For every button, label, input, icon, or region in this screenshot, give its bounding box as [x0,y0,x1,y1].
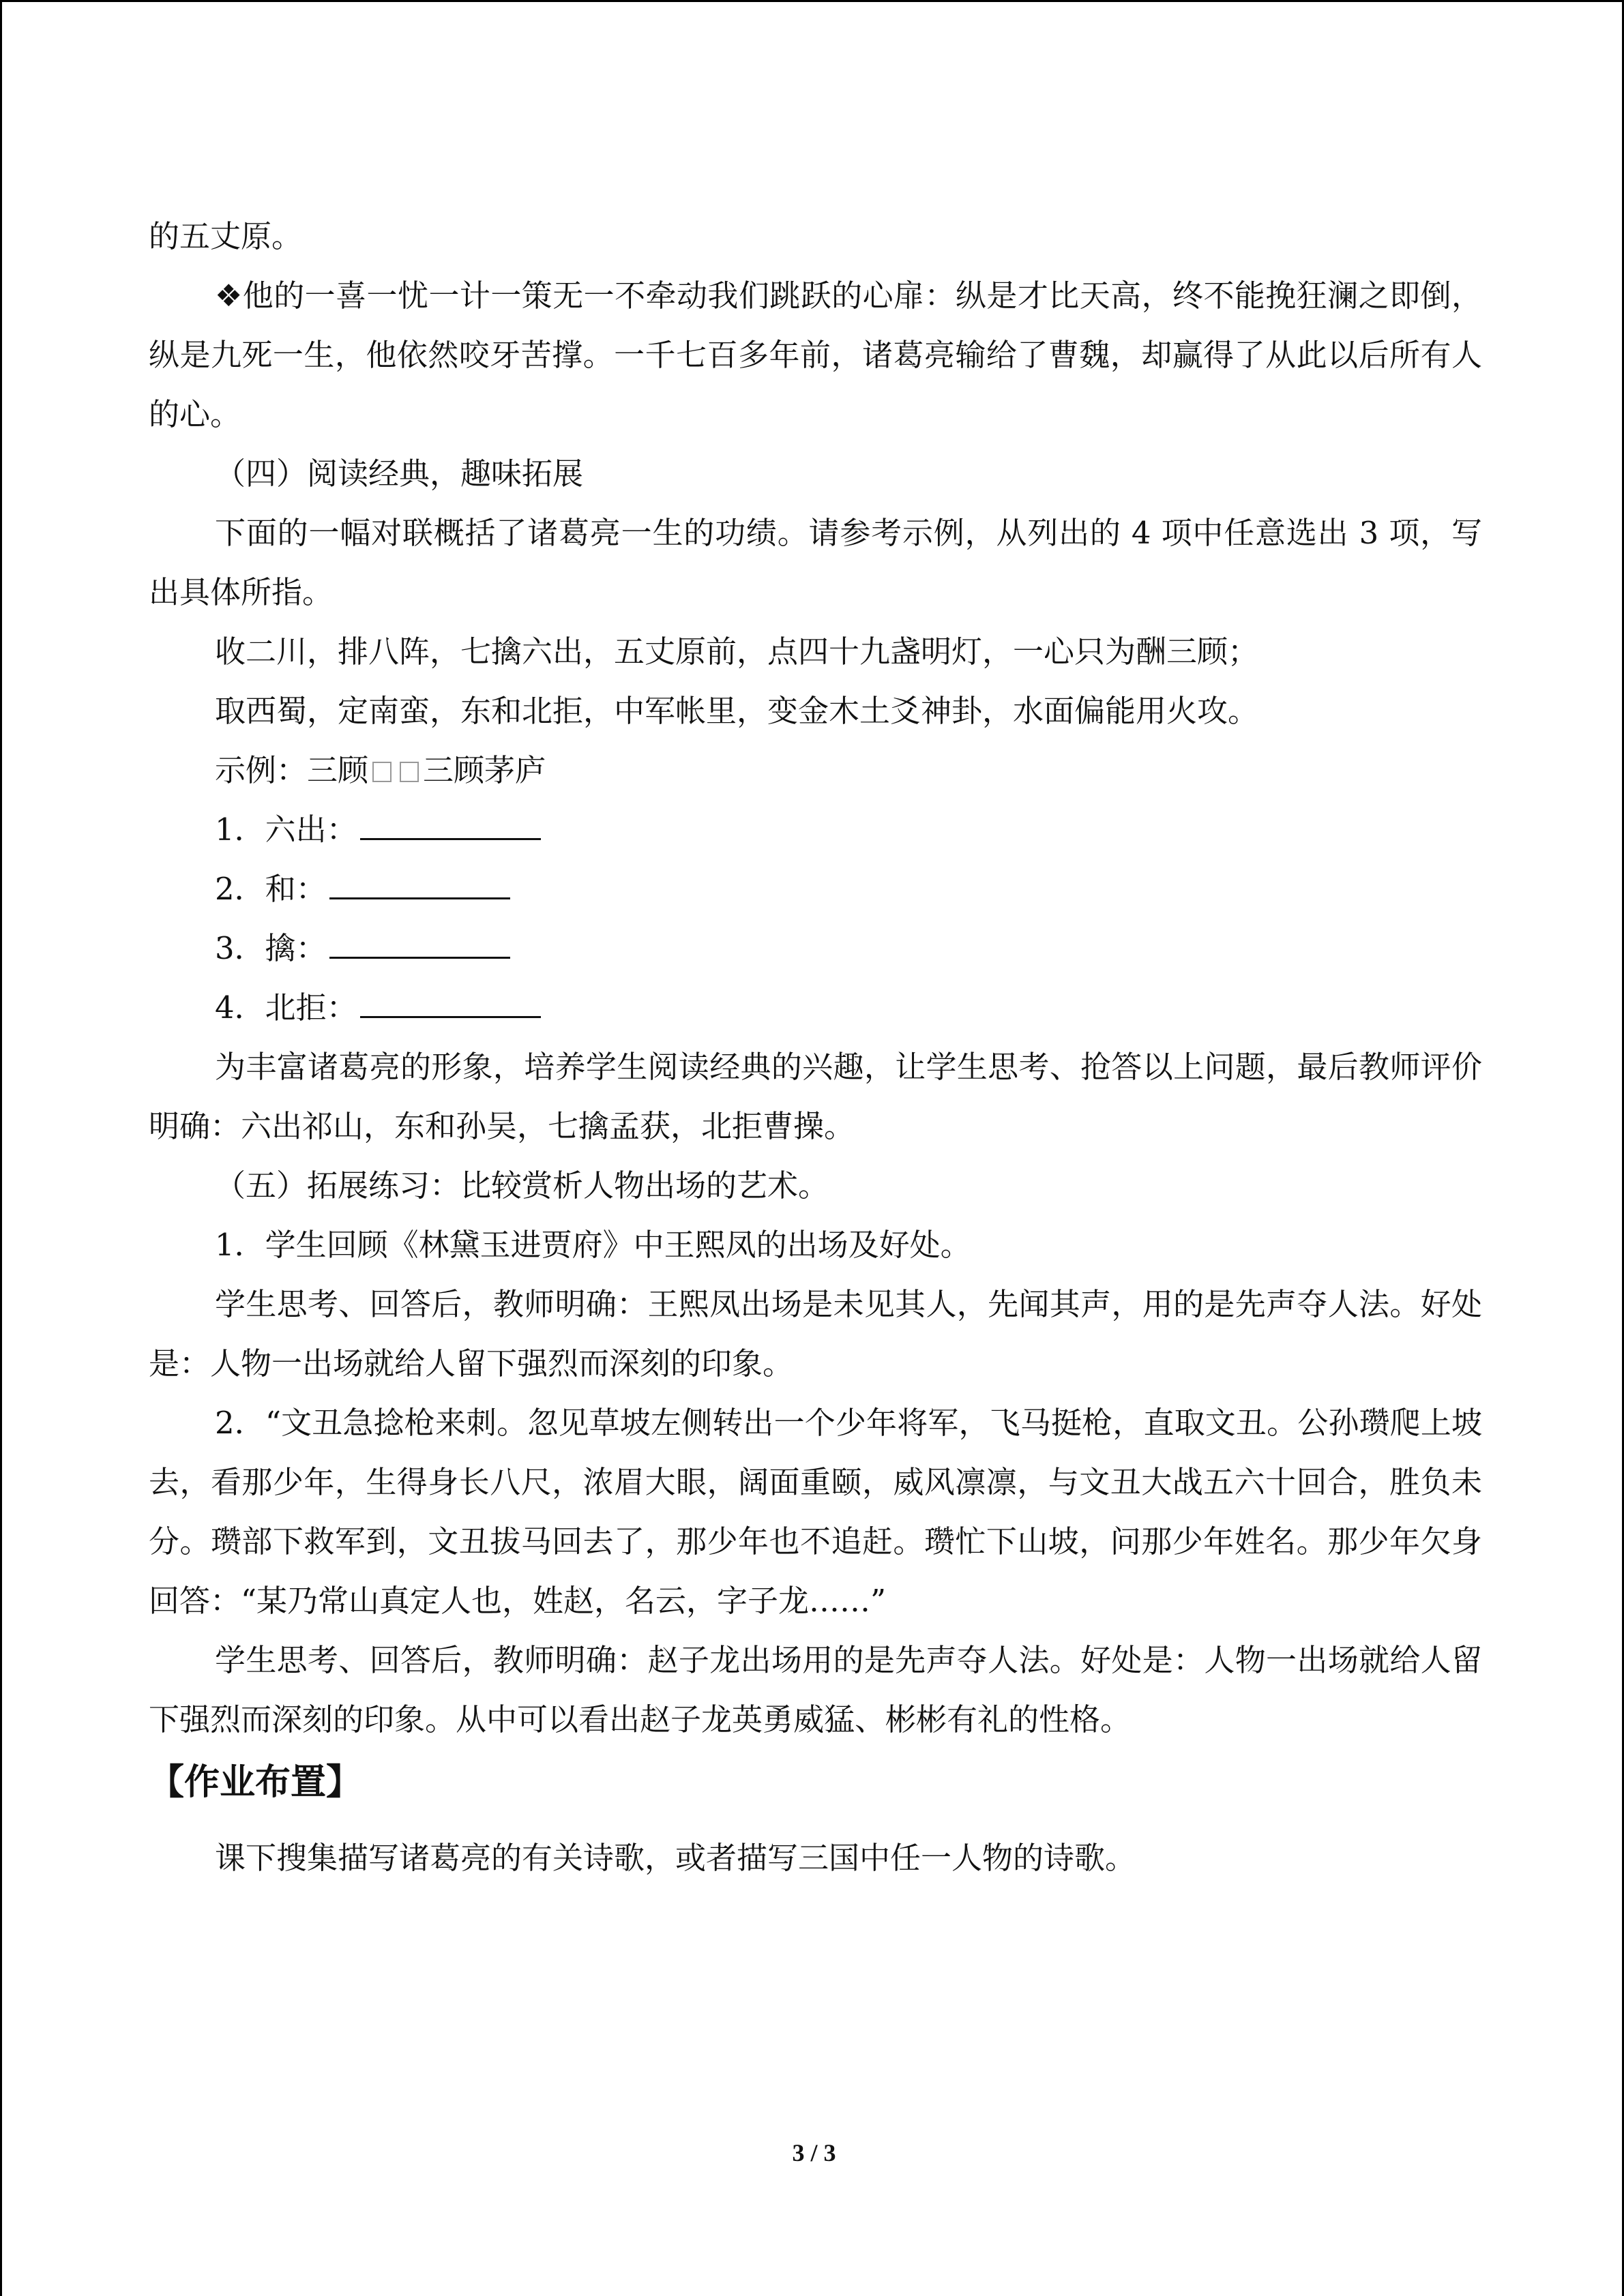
answer-blank[interactable] [360,811,541,840]
paragraph: 1．学生回顾《林黛玉进贾府》中王熙凤的出场及好处。 [215,1227,971,1263]
placeholder-box [372,762,392,782]
answer-blank[interactable] [360,989,541,1018]
question-item [149,800,1482,859]
paragraph-text: 他的一喜一忧一计一策无一不牵动我们跳跃的心扉：纵是才比天高，终不能挽狂澜之即倒，纵是九死一生，他依然咬牙苦撑。一千七百多年前，诸葛亮输给了曹魏，却赢得了从此以后所有人的心。 [149,278,1482,432]
example-prefix: 示例：三顾 [215,752,369,788]
couplet-line-2: 取西蜀，定南蛮，东和北拒，中军帐里，变金木土爻神卦，水面偏能用火攻。 [215,693,1259,729]
paragraph: 为丰富诸葛亮的形象，培养学生阅读经典的兴趣，让学生思考、抢答以上问题，最后教师评价明确：六出祁山，东和孙吴，七擒孟获，北拒曹操。 [149,1049,1482,1144]
document-body [149,207,1482,1888]
question-label: 3．擒： [215,930,327,966]
quote-paragraph: 2．“文丑急捻枪来刺。忽见草坡左侧转出一个少年将军，飞马挺枪，直取文丑。公孙瓒爬上坡去，看那少年，生得身长八尺，浓眉大眼，阔面重颐，威风凛凛，与文丑大战五六十回合，胜负未分。瓒部下救军到，文丑拔马回去了，那少年也不追赶。瓒忙下山坡，问那少年姓名。那少年欠身回答：“某乃常山真定人也，姓赵，名云，字子龙……” [149,1405,1482,1619]
question-label: 1．六出： [215,811,357,848]
paragraph: 的五丈原。 [149,218,303,254]
paragraph: 学生思考、回答后，教师明确：王熙凤出场是未见其人，先闻其声，用的是先声夺人法。好处是：人物一出场就给人留下强烈而深刻的印象。 [149,1286,1482,1382]
paragraph: 学生思考、回答后，教师明确：赵子龙出场用的是先声夺人法。好处是：人物一出场就给人留下强烈而深刻的印象。从中可以看出赵子龙英勇威猛、彬彬有礼的性格。 [149,1642,1482,1738]
question-label: 2．和： [215,871,327,907]
question-item [149,859,1482,919]
couplet-line-1: 收二川，排八阵，七擒六出，五丈原前，点四十九盏明灯，一心只为酬三顾； [215,633,1259,670]
question-label: 4．北拒： [215,989,357,1026]
page-number: 3 / 3 [792,2139,836,2166]
bullet-paragraph [149,266,1482,444]
question-item [149,919,1482,978]
homework-text: 课下搜集描写诸葛亮的有关诗歌，或者描写三国中任一人物的诗歌。 [215,1840,1136,1876]
example-answer: 三顾茅庐 [423,752,546,788]
diamond-bullet-icon: ❖ [215,278,243,314]
homework-heading: 【作业布置】 [149,1762,362,1803]
question-item [149,978,1482,1037]
section-title: （五）拓展练习：比较赏析人物出场的艺术。 [215,1167,829,1204]
answer-blank[interactable] [329,929,510,959]
placeholder-box [400,762,419,782]
example-line [149,741,1482,800]
answer-blank[interactable] [329,870,510,899]
paragraph: 下面的一幅对联概括了诸葛亮一生的功绩。请参考示例，从列出的 4 项中任意选出 3 项，写出具体所指。 [149,515,1482,610]
section-title: （四）阅读经典，趣味拓展 [215,456,584,492]
